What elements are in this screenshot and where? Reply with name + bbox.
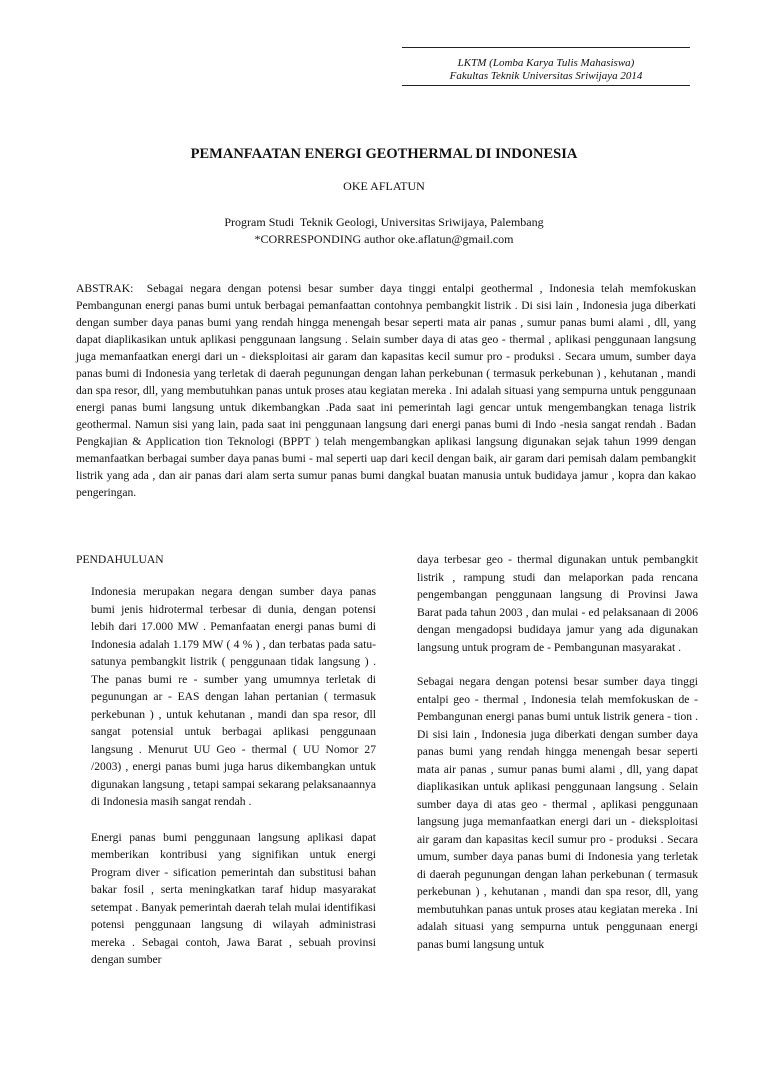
left-column [76, 551, 376, 969]
abstract-label: ABSTRAK: [76, 282, 147, 295]
intro-paragraph-1: Indonesia merupakan negara dengan sumber daya panas bumi jenis hidrotermal terbesar di dunia, dengan potensi lebih dari 17.000 MW . Pemanfaatan energi panas bumi di Indonesia adalah 1.179 MW ( 4 % ) , dan terbatas pada satu-satunya pembangkit listrik ( penggunaan tidak langsung ) . The panas bumi re - sumber yang umumnya terletak di pegunungan ar - EAS dengan lahan pertanian ( termasuk perkebunan ) , untuk kehutanan , mandi dan spa resor, dll sangat potensial untuk berbagai aplikasi penggunaan langsung . Menurut UU Geo - thermal ( UU Nomor 27 /2003) , energi panas bumi juga harus dikembangkan untuk digunakan langsung , tetapi sampai sekarang pelaksanaannya di Indonesia masih sangat rendah . [91, 585, 376, 808]
header-rule-top [402, 47, 690, 48]
affiliation-block [0, 214, 768, 248]
intro-paragraph-4: Sebagai negara dengan potensi besar sumber daya tinggi entalpi geo - thermal , Indonesia telah memfokuskan de - Pembangunan energi panas bumi untuk listrik genera - tion . Di sisi lain , Indonesia juga diberkati dengan sumber daya panas bumi yang rendah hingga menengah besar seperti mata air panas , sumur panas bumi alami , dll, yang dapat diaplikasikan untuk aplikasi penggunaan langsung . Selain sumber daya di atas geo - thermal , aplikasi penggunaan langsung juga memanfaatkan energi dari un - dieksploitasi air garam dan kapasitas kecil sumur pro - produksi . Secara umum, sumber daya panas bumi di Indonesia yang terletak di daerah pegunungan dengan lahan perkebunan ( termasuk perkebunan ) , kehutanan , mandi dan spa resor, dll, yang membutuhkan panas untuk proses atau kegiatan mereka . Ini adalah situasi yang sempurna untuk penggunaan energi panas bumi langsung untuk [417, 675, 698, 951]
affiliation: Program Studi Teknik Geologi, Universitas Sriwijaya, Palembang [224, 215, 544, 229]
header-event: LKTM (Lomba Karya Tulis Mahasiswa) [457, 57, 635, 69]
header-rule-bottom [402, 85, 690, 86]
intro-paragraph-2: Energi panas bumi penggunaan langsung aplikasi dapat memberikan kontribusi yang signifikan untuk energi Program diver - sification pemerintah dan substitusi bahan bakar fosil , serta meningkatkan taraf hidup masyarakat setempat . Banyak pemerintah daerah telah mulai identifikasi potensi penggunaan langsung di wilayah administrasi mereka . Sebagai contoh, Jawa Barat , sebuah provinsi dengan sumber [91, 830, 376, 966]
abstract [76, 280, 696, 501]
header-faculty: Fakultas Teknik Universitas Sriwijaya 2014 [449, 70, 643, 82]
author-name: OKE AFLATUN [343, 179, 425, 193]
paper-title: PEMANFAATAN ENERGI GEOTHERMAL DI INDONESIA [190, 146, 578, 162]
intro-paragraph-3: daya terbesar geo - thermal digunakan untuk pembangkit listrik , rampung studi dan melaporkan pada rencana pengembangan penggunaan langsung di Provinsi Jawa Barat pada tahun 2003 , dan mulai - ed pelaksanaan di 2006 dengan mengadopsi budidaya jamur yang ada digunakan langsung untuk program de - Pembangunan masyarakat . [417, 553, 698, 654]
section-heading: PENDAHULUAN [76, 553, 164, 566]
abstract-text: Sebagai negara dengan potensi besar sumber daya tinggi entalpi geothermal , Indonesia telah memfokuskan Pembangunan energi panas bumi untuk berbagai pemanfaattan contohnya pembangkit listrik . Di sisi lain , Indonesia juga diberkati dengan sumber daya panas bumi yang rendah hingga menengah besar seperti mata air panas , sumur panas bumi alami , dll, yang dapat diaplikasikan untuk aplikasi penggunaan langsung . Selain sumber daya di atas geo - thermal , aplikasi penggunaan langsung juga memanfaatkan energi dari un - dieksploitasi air garam dan kapasitas kecil sumur pro - produksi . Secara umum, sumber daya panas bumi di Indonesia yang terletak di daerah pegunungan dengan lahan perkebunan ( termasuk perkebunan ) , kehutanan , mandi dan spa resor, dll, yang membutuhkan panas untuk proses atau kegiatan mereka . Ini adalah situasi yang sempurna untuk penggunaan energi panas bumi langsung untuk dikembangkan .Pada saat ini pemerintah lagi gencar untuk mengembangkan tenaga listrik geothermal. Namun sisi yang lain, pada saat ini penggunaan langsung dari energi panas bumi di Indo -nesia sangat rendah . Badan Pengkajian & Application tion Teknologi (BPPT ) telah mengembangkan aplikasi langsung digunakan sejak tahun 1999 dengan memanfaatkan berbagai sumber daya panas bumi - mal seperti uap dari kecil dengan baik, air garam dari pemisah dalam pembangkit listrik yang ada , dan air panas dari alam serta sumur panas bumi dangkal buatan manusia untuk budidaya jamur , kopra dan kakao pengeringan. [76, 282, 696, 499]
corresponding-author: *CORRESPONDING author oke.aflatun@gmail.com [254, 232, 514, 246]
right-column [417, 551, 698, 953]
